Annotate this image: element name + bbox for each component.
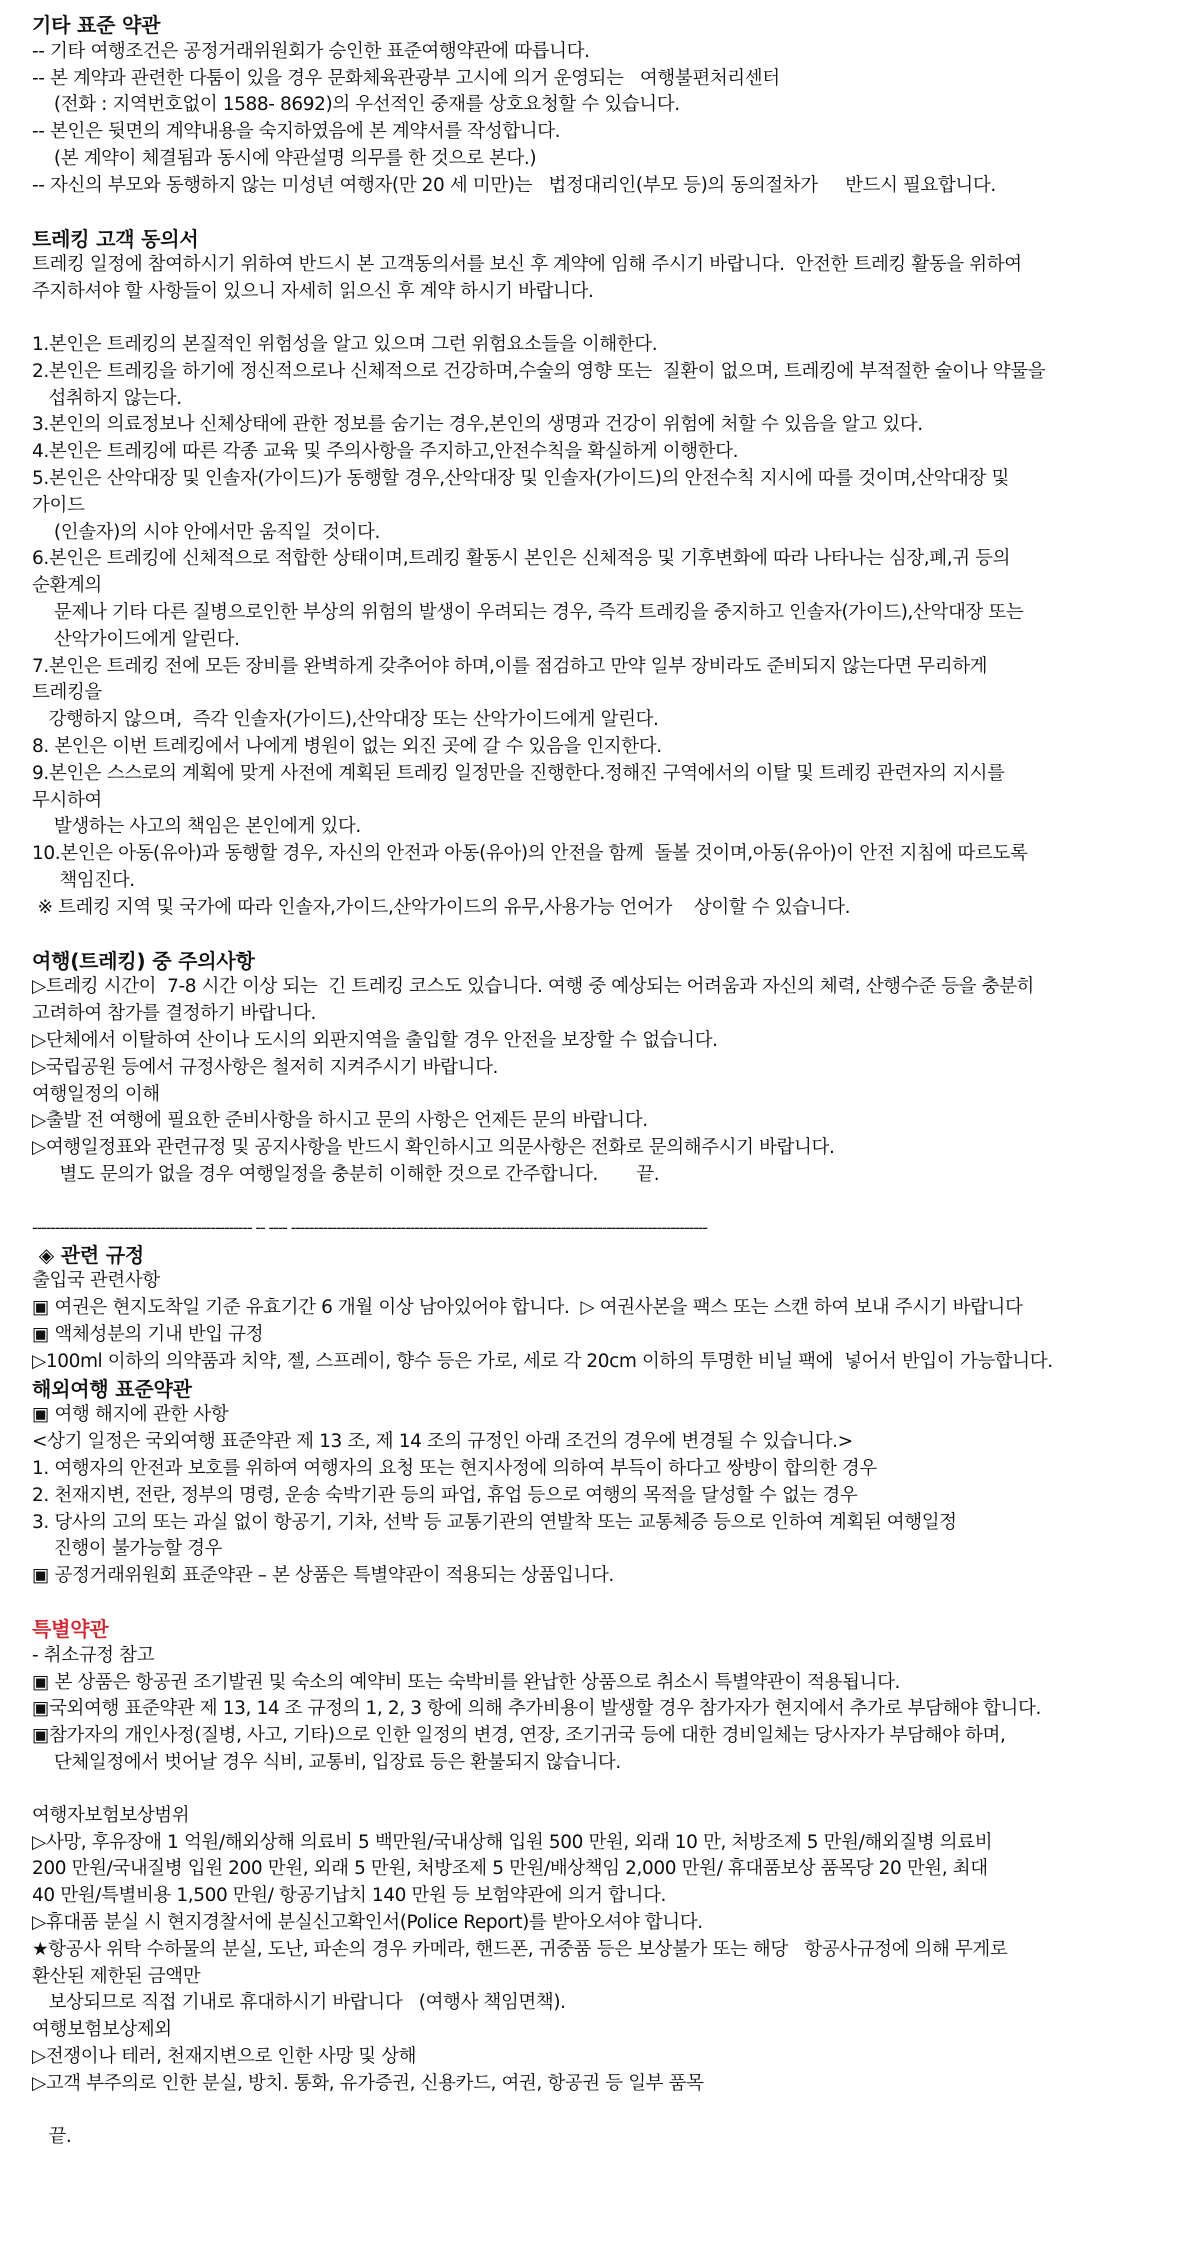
overseas-line: ▣ 공정거래위원회 표준약관 – 본 상품은 특별약관이 적용되는 상품입니다.	[32, 1565, 614, 1587]
special-line: 단체일정에서 벗어날 경우 식비, 교통비, 입장료 등은 환불되지 않습니다.	[32, 1752, 621, 1773]
terms-line: -- 자신의 부모와 동행하지 않는 미성년 여행자(만 20 세 미만)는 법정대리인(부모 등)의 동의절차가 반드시 필요합니다.	[32, 174, 996, 196]
insurance-line: 40 만원/특별비용 1,500 만원/ 항공기납치 140 만원 등 보험약관에 의거 합니다.	[32, 1885, 667, 1907]
overseas-line: <상기 일정은 국외여행 표준약관 제 13 조, 제 14 조의 규정인 아래 조건의 경우에 변경될 수 있습니다.>	[32, 1431, 853, 1453]
insurance-line: 보상되므로 직접 기내로 휴대하시기 바랍니다 (여행사 책임면책).	[32, 1992, 566, 2014]
special-line: ▣국외여행 표준약관 제 13, 14 조 규정의 1, 2, 3 항에 의해 추가비용이 발생할 경우 참가자가 현지에서 추가로 부담해야 합니다.	[32, 1698, 1041, 1720]
overseas-line: 1. 여행자의 안전과 보호를 위하여 여행자의 요청 또는 현지사정에 의하여 부득이 하다고 쌍방이 합의한 경우	[32, 1458, 877, 1479]
consent-item: 책임진다.	[32, 870, 135, 891]
immigration-line: ▣ 액체성분의 기내 반입 규정	[32, 1324, 264, 1345]
consent-item: 산악가이드에게 알린다.	[32, 628, 240, 650]
consent-item: 무시하여	[32, 789, 102, 811]
consent-item: 6.본인은 트레킹에 신체적으로 적합한 상태이며,트레킹 활동시 본인은 신체적응 및 기후변화에 따라 나타나는 심장,폐,귀 등의	[32, 548, 1011, 570]
consent-item: 1.본인은 트레킹의 본질적인 위험성을 알고 있으며 그런 위험요소들을 이해한다.	[32, 334, 658, 355]
special-line: ▣참가자의 개인사정(질병, 사고, 기타)으로 인한 일정의 변경, 연장, 조기귀국 등에 대한 경비일체는 당사자가 부담해야 하며,	[32, 1725, 1006, 1747]
caution-line: ▷국립공원 등에서 규정사항은 철저히 지켜주시기 바랍니다.	[32, 1056, 499, 1078]
consent-item: 발생하는 사고의 책임은 본인에게 있다.	[32, 816, 361, 838]
consent-item: 트레킹을	[32, 682, 102, 704]
consent-item: ※ 트레킹 지역 및 국가에 따라 인솔자,가이드,산악가이드의 유무,사용가능 언어가 상이할 수 있습니다.	[32, 896, 851, 918]
caution-line: ▷단체에서 이탈하여 산이나 도시의 외판지역을 출입할 경우 안전을 보장할 수 없습니다.	[32, 1030, 718, 1051]
insurance-line: ▷휴대품 분실 시 현지경찰서에 분실신고확인서(Police Report)를 받아오셔야 합니다.	[32, 1912, 703, 1933]
terms-line: -- 본인은 뒷면의 계약내용을 숙지하였음에 본 계약서를 작성합니다.	[32, 121, 561, 143]
insurance-line: ▷고객 부주의로 인한 분실, 방치. 통화, 유가증권, 신용카드, 여권, 항공권 등 일부 품목	[32, 2072, 704, 2094]
insurance-line: ▷전쟁이나 테러, 천재지변으로 인한 사망 및 상해	[32, 2046, 417, 2067]
consent-intro-line: 트레킹 일정에 참여하시기 위하여 반드시 본 고객동의서를 보신 후 계약에 임해 주시기 바랍니다. 안전한 트레킹 활동을 위하여	[32, 254, 1022, 276]
consent-item: 강행하지 않으며, 즉각 인솔자(가이드),산악대장 또는 산악가이드에게 알린다.	[32, 709, 659, 731]
insurance-line: ▷사망, 후유장애 1 억원/해외상해 의료비 5 백만원/국내상해 입원 500 만원, 외래 10 만, 처방조제 5 만원/해외질병 의료비	[32, 1831, 993, 1853]
caution-line: ▷여행일정표와 관련규정 및 공지사항을 반드시 확인하시고 의문사항은 전화로 문의해주시기 바랍니다.	[32, 1137, 835, 1159]
caution-line: 별도 문의가 없을 경우 여행일정을 충분히 이해한 것으로 간주합니다. 끝.	[32, 1164, 660, 1185]
consent-item: 가이드	[32, 494, 85, 516]
section-title-rules: ◈ 관련 규정	[32, 1242, 144, 1267]
overseas-line: 진행이 불가능할 경우	[32, 1538, 223, 1560]
overseas-line: ▣ 여행 해지에 관한 사항	[32, 1404, 229, 1426]
caution-line: ▷출발 전 여행에 필요한 준비사항을 하시고 문의 사항은 언제든 문의 바랍니다.	[32, 1110, 648, 1132]
immigration-line: ▣ 여권은 현지도착일 기준 유효기간 6 개월 이상 남아있어야 합니다. ▷ 여권사본을 팩스 또는 스캔 하여 보내 주시기 바랍니다	[32, 1297, 1023, 1319]
caution-line: 고려하여 참가를 결정하기 바랍니다.	[32, 1003, 316, 1025]
section-title-insurance: 여행자보험보상범위	[32, 1804, 190, 1826]
consent-item: (인솔자)의 시야 안에서만 움직일 것이다.	[32, 521, 380, 543]
consent-item: 7.본인은 트레킹 전에 모든 장비를 완벽하게 갖추어야 하며,이를 점검하고 만약 일부 장비라도 준비되지 않는다면 무리하게	[32, 655, 988, 677]
caution-line: ▷트레킹 시간이 7-8 시간 이상 되는 긴 트레킹 코스도 있습니다. 여행 중 예상되는 어려움과 자신의 체력, 산행수준 등을 충분히	[32, 976, 1035, 998]
consent-item: 8. 본인은 이번 트레킹에서 나에게 병원이 없는 외진 곳에 갈 수 있음을 인지한다.	[32, 736, 662, 757]
section-title-overseas: 해외여행 표준약관	[32, 1376, 192, 1401]
insurance-line: 200 만원/국내질병 입원 200 만원, 외래 5 만원, 처방조제 5 만원/배상책임 2,000 만원/ 휴대품보상 품목당 20 만원, 최대	[32, 1858, 988, 1880]
divider-line: ------------------------------------------------ -- ---- -------------------------------------------------------------------------------------------	[32, 1217, 707, 1237]
immigration-line: ▷100ml 이하의 의약품과 치약, 젤, 스프레이, 향수 등은 가로, 세로 각 20cm 이하의 투명한 비닐 팩에 넣어서 반입이 가능합니다.	[32, 1350, 1053, 1372]
consent-item: 2.본인은 트레킹을 하기에 정신적으로나 신체적으로 건강하며,수술의 영향 또는 질환이 없으며, 트레킹에 부적절한 술이나 약물을	[32, 360, 1046, 382]
insurance-line: ★항공사 위탁 수하물의 분실, 도난, 파손의 경우 카메라, 핸드폰, 귀중품 등은 보상불가 또는 해당 항공사규정에 의해 무게로	[32, 1938, 1008, 1960]
terms-line: (전화 : 지역번호없이 1588- 8692)의 우선적인 중재를 상호요청할 수 있습니다.	[32, 94, 680, 116]
terms-line: -- 본 계약과 관련한 다툼이 있을 경우 문화체육관광부 고시에 의거 운영되는 여행불편처리센터	[32, 67, 780, 89]
overseas-line: 2. 천재지변, 전란, 정부의 명령, 운송 숙박기관 등의 파업, 휴업 등으로 여행의 목적을 달성할 수 없는 경우	[32, 1484, 858, 1506]
special-line: ▣ 본 상품은 항공권 조기발권 및 숙소의 예약비 또는 숙박비를 완납한 상품으로 취소시 특별약관이 적용됩니다.	[32, 1671, 901, 1693]
section-title-consent: 트레킹 고객 동의서	[32, 226, 199, 251]
consent-item: 섭취하지 않는다.	[32, 387, 182, 409]
terms-line: -- 기타 여행조건은 공정거래위원회가 승인한 표준여행약관에 따릅니다.	[32, 40, 590, 62]
consent-item: 5.본인은 산악대장 및 인솔자(가이드)가 동행할 경우,산악대장 및 인솔자(가이드)의 안전수칙 지시에 따를 것이며,산악대장 및	[32, 468, 1009, 489]
insurance-line: 여행보험보상제외	[32, 2019, 172, 2041]
special-line: - 취소규정 참고	[32, 1644, 155, 1666]
insurance-line: 환산된 제한된 금액만	[32, 1965, 201, 1987]
consent-item: 4.본인은 트레킹에 따른 각종 교육 및 주의사항을 주지하고,안전수칙을 확실하게 이행한다.	[32, 441, 739, 463]
immigration-title: 출입국 관련사항	[32, 1270, 160, 1292]
consent-item: 9.본인은 스스로의 계획에 맞게 사전에 계획된 트레킹 일정만을 진행한다.정해진 구역에서의 이탈 및 트레킹 관련자의 지시를	[32, 762, 1005, 784]
consent-item: 10.본인은 아동(유아)과 동행할 경우, 자신의 안전과 아동(유아)의 안전을 함께 돌볼 것이며,아동(유아)이 안전 지침에 따르도록	[32, 843, 1028, 865]
consent-item: 문제나 기타 다른 질병으로인한 부상의 위험의 발생이 우려되는 경우, 즉각 트레킹을 중지하고 인솔자(가이드),산악대장 또는	[32, 602, 1024, 623]
overseas-line: 3. 당사의 고의 또는 과실 없이 항공기, 기차, 선박 등 교통기관의 연발착 또는 교통체증 등으로 인하여 계획된 여행일정	[32, 1511, 957, 1533]
consent-intro-line: 주지하셔야 할 사항들이 있으니 자세히 읽으신 후 계약 하시기 바랍니다.	[32, 281, 594, 303]
terms-line: (본 계약이 체결됨과 동시에 약관설명 의무를 한 것으로 본다.)	[32, 148, 537, 169]
section-title-caution: 여행(트레킹) 중 주의사항	[32, 948, 255, 973]
section-title-terms: 기타 표준 약관	[32, 13, 161, 37]
consent-item: 3.본인의 의료정보나 신체상태에 관한 정보를 숨기는 경우,본인의 생명과 건강이 위험에 처할 수 있음을 알고 있다.	[32, 414, 923, 436]
consent-item: 순환계의	[32, 575, 102, 597]
end-mark: 끝.	[32, 2125, 72, 2147]
caution-line: 여행일정의 이해	[32, 1083, 160, 1105]
section-title-special: 특별약관	[32, 1617, 109, 1641]
